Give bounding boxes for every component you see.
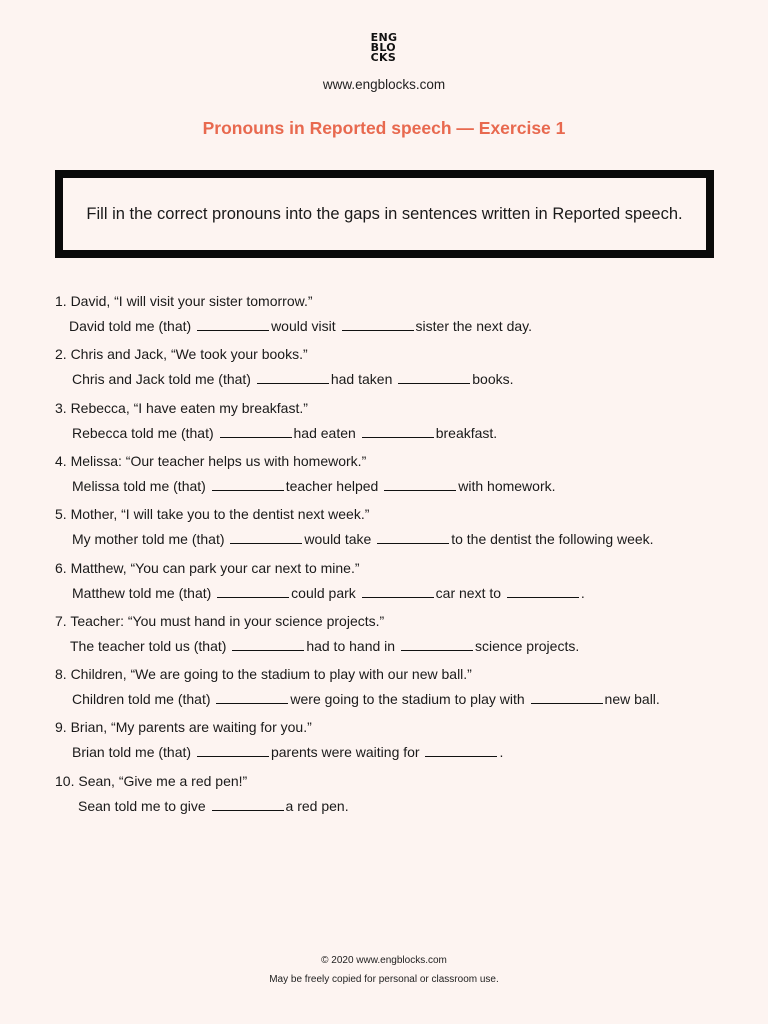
answer-text: teacher helped [285,477,379,494]
answer-text: had to hand in [306,637,396,654]
exercise-question: 5. Mother, “I will take you to the dentist next week.” [55,506,370,523]
answer-gap[interactable] [230,543,302,544]
answer-gap[interactable] [197,330,269,331]
exercise-question: 7. Teacher: “You must hand in your science projects.” [55,612,385,629]
site-url[interactable]: www.engblocks.com [322,77,446,92]
answer-text: breakfast. [435,424,498,441]
exercise-question: 6. Matthew, “You can park your car next to mine.” [55,559,360,576]
answer-gap[interactable] [220,437,292,438]
answer-text: books. [472,371,514,388]
engblocks-logo [0,33,768,63]
answer-text: parents were waiting for [270,744,420,761]
exercise-answer-line [72,691,660,707]
answer-text: new ball. [604,691,660,708]
exercise-question: 4. Melissa: “Our teacher helps us with homework.” [55,452,367,469]
answer-text: could park [291,584,356,601]
answer-gap[interactable] [216,703,288,704]
exercise-question: 1. David, “I will visit your sister tomorrow.” [55,293,313,309]
answer-text: would visit [271,318,336,334]
answer-gap[interactable] [232,650,304,651]
answer-gap[interactable] [197,756,269,757]
answer-gap[interactable] [507,597,579,598]
exercise-answer-line [72,531,654,547]
answer-gap[interactable] [257,383,329,384]
answer-text: a red pen. [285,797,349,814]
logo-line-3: CKS [370,51,397,64]
answer-gap[interactable] [212,490,284,491]
logo-line-1: ENG [370,31,398,44]
answer-text: car next to [435,584,502,601]
exercise-answer-line [72,585,585,601]
answer-gap[interactable] [217,597,289,598]
exercise-question: 8. Children, “We are going to the stadium to play with our new ball.” [55,666,472,683]
answer-text: Chris and Jack told me (that) [72,371,251,388]
answer-text: Matthew told me (that) [72,584,212,601]
footer-copyright: © 2020 www.engblocks.com [321,955,447,966]
exercise-answer-line [70,638,579,654]
answer-gap[interactable] [398,383,470,384]
exercise-question: 10. Sean, “Give me a red pen!” [55,772,248,789]
answer-gap[interactable] [377,543,449,544]
instructions-box [55,170,714,258]
answer-text: were going to the stadium to play with [290,691,525,708]
answer-text: . [499,744,504,761]
answer-text: Melissa told me (that) [72,477,206,494]
answer-gap[interactable] [401,650,473,651]
answer-text: My mother told me (that) [72,531,225,548]
footer-note: May be freely copied for personal or classroom use. [269,974,499,985]
answer-text: would take [304,531,372,548]
answer-text: The teacher told us (that) [70,637,227,654]
answer-text: had taken [330,371,393,388]
exercise-question: 2. Chris and Jack, “We took your books.” [55,346,308,363]
page-title: Pronouns in Reported speech — Exercise 1 [202,118,566,138]
answer-text: Brian told me (that) [72,744,192,761]
exercise-answer-line [72,478,556,494]
exercise-question: 9. Brian, “My parents are waiting for you.” [55,719,312,736]
answer-gap[interactable] [384,490,456,491]
answer-gap[interactable] [212,810,284,811]
exercise-question: 3. Rebecca, “I have eaten my breakfast.” [55,399,308,416]
answer-gap[interactable] [425,756,497,757]
answer-gap[interactable] [362,597,434,598]
instructions-text: Fill in the correct pronouns into the gaps in sentences written in Reported speech. [86,205,683,223]
exercise-answer-line [72,744,503,760]
answer-text: had eaten [293,424,356,441]
answer-gap[interactable] [362,437,434,438]
answer-text: to the dentist the following week. [451,531,654,548]
answer-text: Children told me (that) [72,691,211,708]
exercise-answer-line [72,425,497,441]
answer-text: with homework. [458,477,556,494]
exercise-answer-line [69,318,532,334]
answer-text: . [580,584,585,601]
answer-gap[interactable] [342,330,414,331]
answer-text: Rebecca told me (that) [72,424,214,441]
answer-text: science projects. [474,637,580,654]
answer-text: David told me (that) [69,318,192,334]
answer-text: Sean told me to give [78,797,206,814]
exercise-answer-line [72,371,514,387]
exercise-answer-line [78,798,349,814]
answer-text: sister the next day. [415,318,533,334]
answer-gap[interactable] [531,703,603,704]
logo-line-2: BLO [370,41,396,54]
